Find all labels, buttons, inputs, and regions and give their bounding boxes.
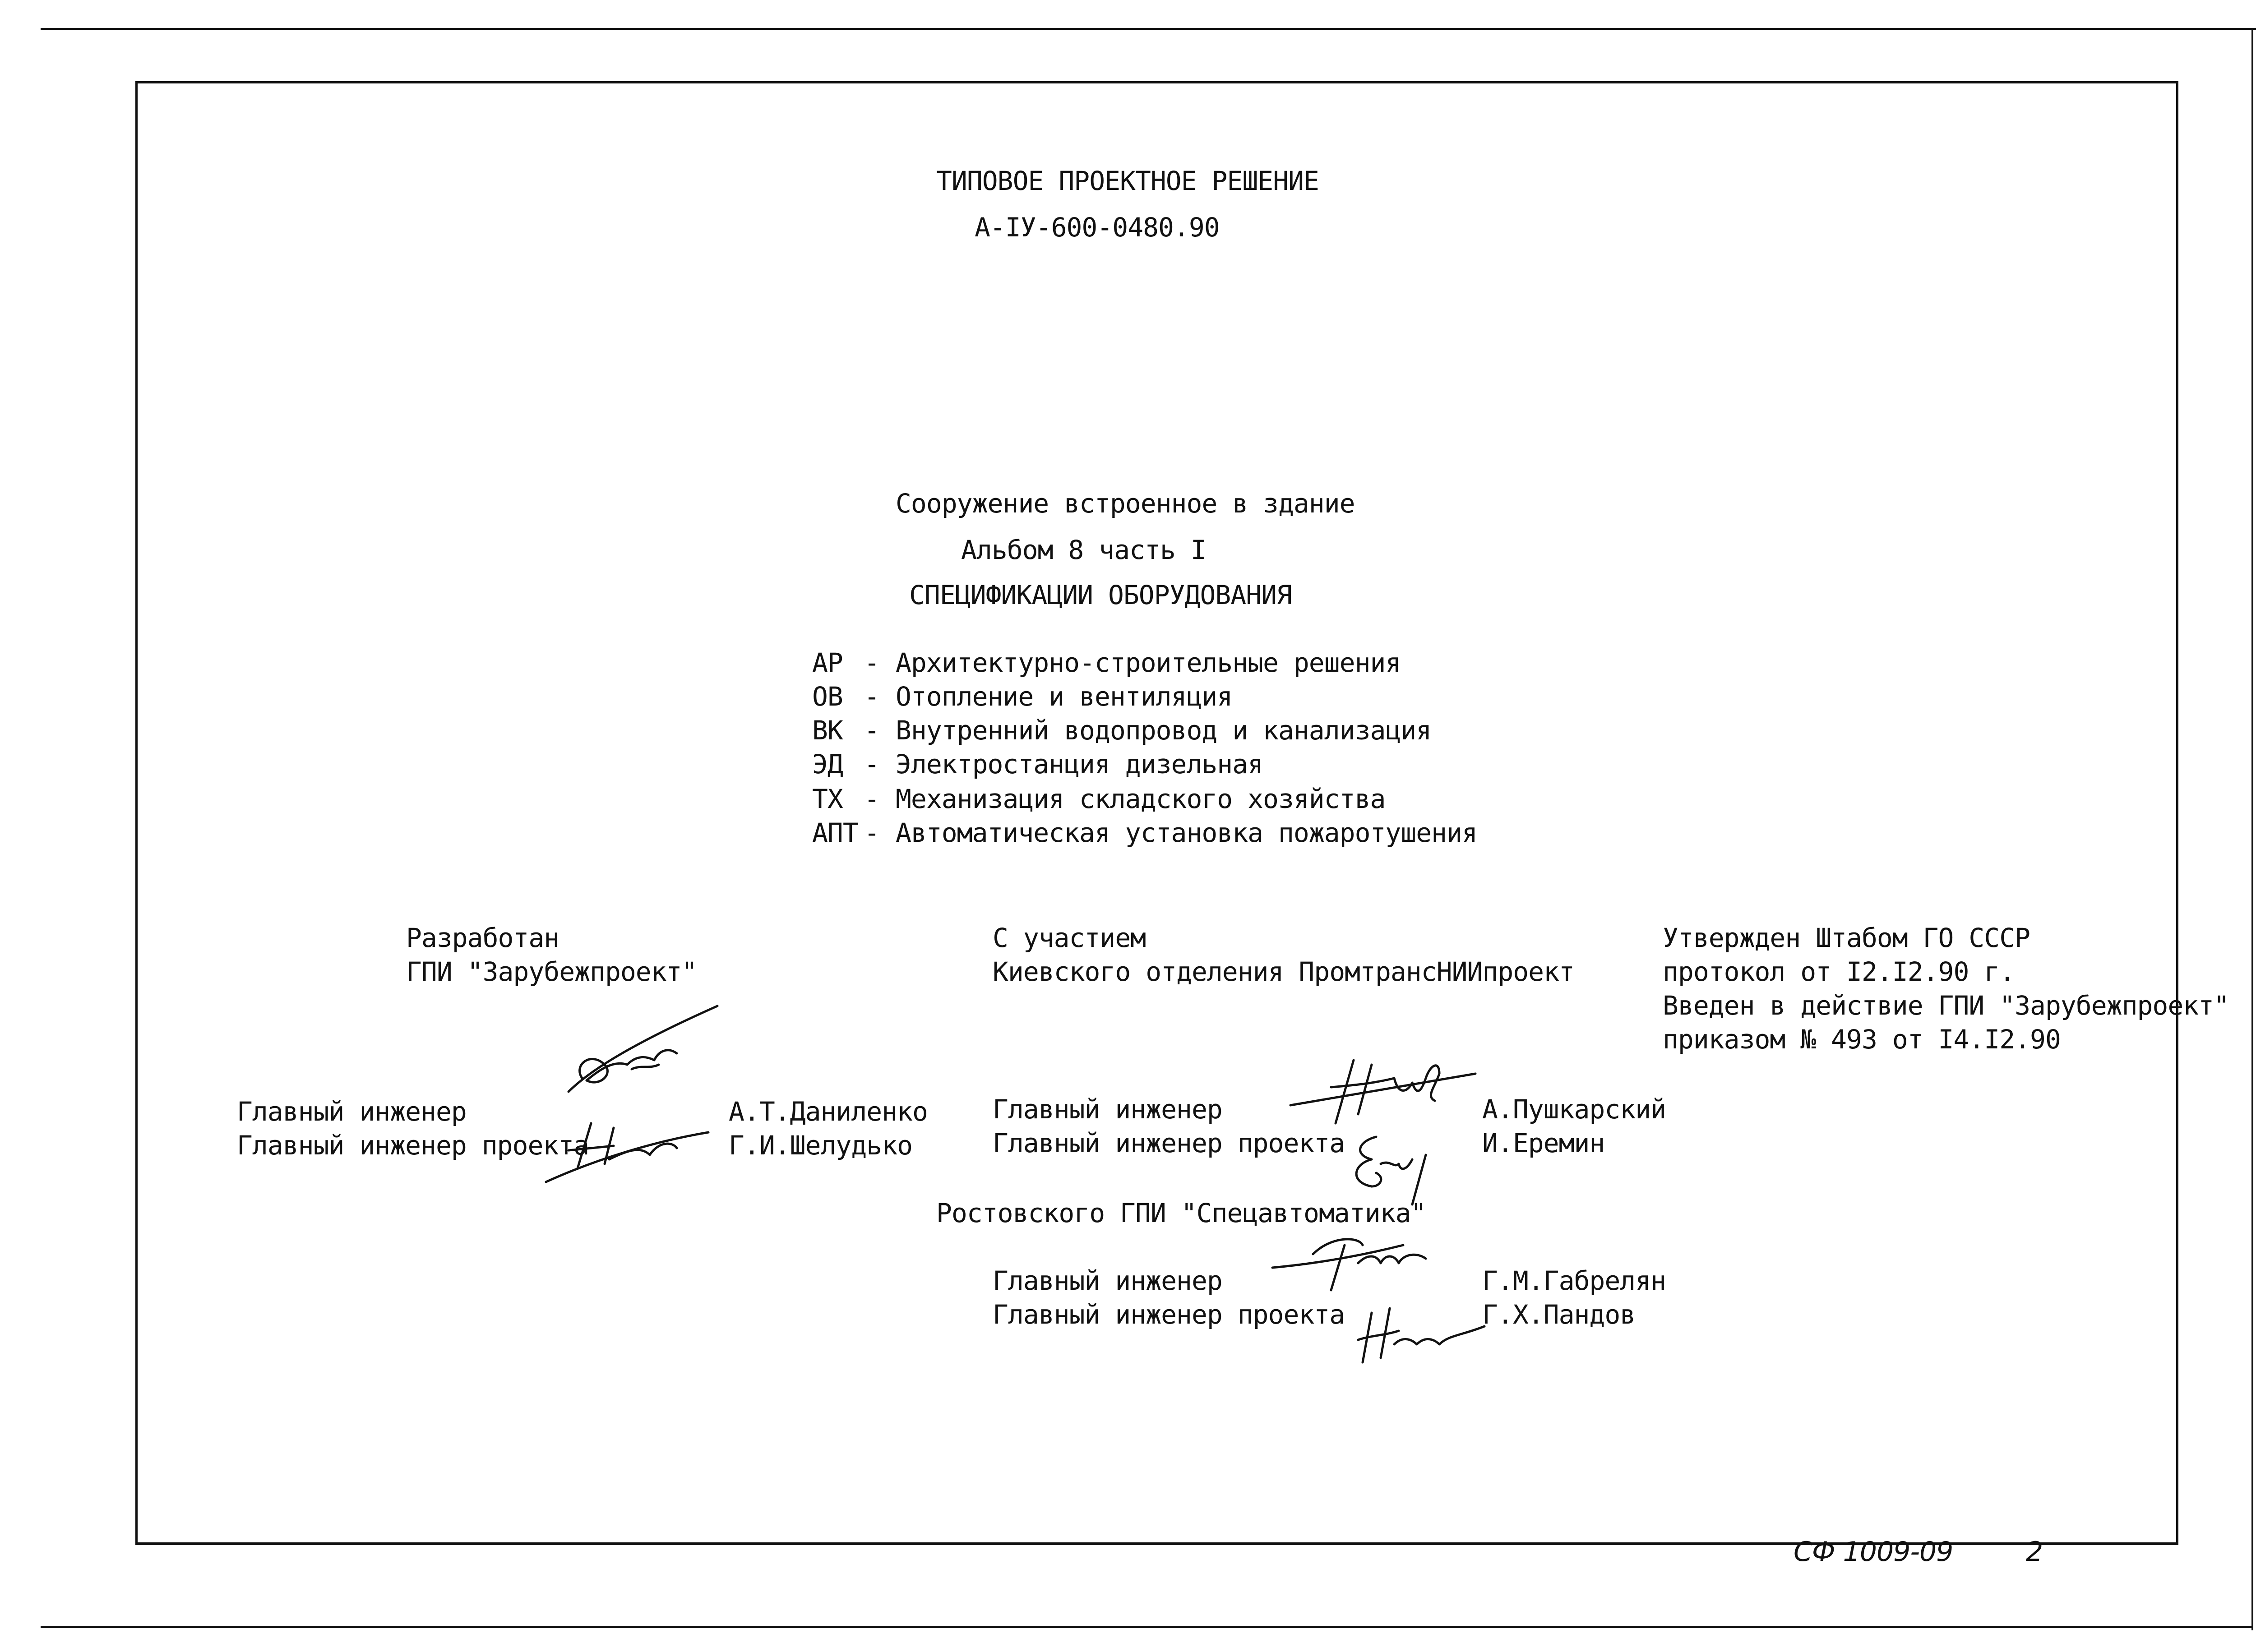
page-number: 2 (2026, 1536, 2043, 1568)
signature-danilenko (564, 1001, 726, 1119)
signature-gabrelyan (1268, 1227, 1439, 1299)
subject-line-1: Сооружение встроенное в здание (896, 488, 1355, 519)
signature-sheludko (541, 1114, 713, 1186)
approval-line-1: Утвержден Штабом ГО СССР (1663, 923, 2030, 953)
section-dash: - (864, 749, 879, 780)
signature-pandov (1354, 1299, 1489, 1371)
page-top-rule (41, 28, 2256, 30)
page-bottom-rule (41, 1626, 2253, 1628)
section-dash: - (864, 784, 879, 814)
rostov-name-2: Г.Х.Пандов (1482, 1299, 1636, 1330)
participant-name-2: И.Еремин (1482, 1128, 1605, 1158)
developer-name-2: Г.И.Шелудько (729, 1130, 913, 1161)
participant-role-2: Главный инженер проекта (993, 1128, 1345, 1158)
signature-eremin (1345, 1128, 1453, 1209)
rostov-role-1: Главный инженер (993, 1265, 1222, 1296)
document-code: СФ 1009-09 (1794, 1536, 1953, 1568)
section-code: ОВ (812, 681, 843, 712)
section-text: Отопление и вентиляция (896, 681, 1233, 712)
section-dash: - (864, 647, 879, 678)
section-code: ВК (812, 715, 843, 746)
document-number: А-IУ-600-0480.90 (975, 212, 1220, 243)
developer-role-2: Главный инженер проекта (237, 1130, 589, 1161)
developer-label: Разработан (406, 923, 559, 953)
rostov-role-2: Главный инженер проекта (993, 1299, 1345, 1330)
participant-role-1: Главный инженер (993, 1094, 1222, 1125)
section-dash: - (864, 817, 879, 848)
document-type-title: ТИПОВОЕ ПРОЕКТНОЕ РЕШЕНИЕ (936, 166, 1319, 196)
participant-name-1: А.Пушкарский (1482, 1094, 1666, 1125)
rostov-name-1: Г.М.Габрелян (1482, 1265, 1666, 1296)
section-text: Внутренний водопровод и канализация (896, 715, 1432, 746)
participant-org: Киевского отделения ПромтрансНИИпроект (993, 956, 1574, 987)
section-code: ЭД (812, 749, 843, 780)
approval-line-4: приказом № 493 от I4.I2.90 (1663, 1024, 2061, 1055)
page-right-rule (2251, 28, 2253, 1630)
rostov-org: Ростовского ГПИ "Спецавтоматика" (936, 1198, 1426, 1228)
developer-role-1: Главный инженер (237, 1096, 467, 1127)
section-code: ТХ (812, 784, 843, 814)
developer-org: ГПИ "Зарубежпроект" (406, 956, 697, 987)
section-text: Механизация складского хозяйства (896, 784, 1386, 814)
section-dash: - (864, 681, 879, 712)
section-text: Архитектурно-строительные решения (896, 647, 1401, 678)
section-code: АР (812, 647, 843, 678)
approval-line-3: Введен в действие ГПИ "Зарубежпроект" (1663, 990, 2229, 1021)
signature-pushkarsky (1286, 1047, 1480, 1137)
participant-label: С участием (993, 923, 1146, 953)
section-text: Электростанция дизельная (896, 749, 1263, 780)
section-dash: - (864, 715, 879, 746)
approval-line-2: протокол от I2.I2.90 г. (1663, 956, 2015, 987)
developer-name-1: А.Т.Даниленко (729, 1096, 928, 1127)
section-text: Автоматическая установка пожаротушения (896, 817, 1477, 848)
album-label: Альбом 8 часть I (961, 535, 1206, 565)
section-code: АПТ (812, 817, 858, 848)
subject-heading: СПЕЦИФИКАЦИИ ОБОРУДОВАНИЯ (909, 580, 1292, 610)
